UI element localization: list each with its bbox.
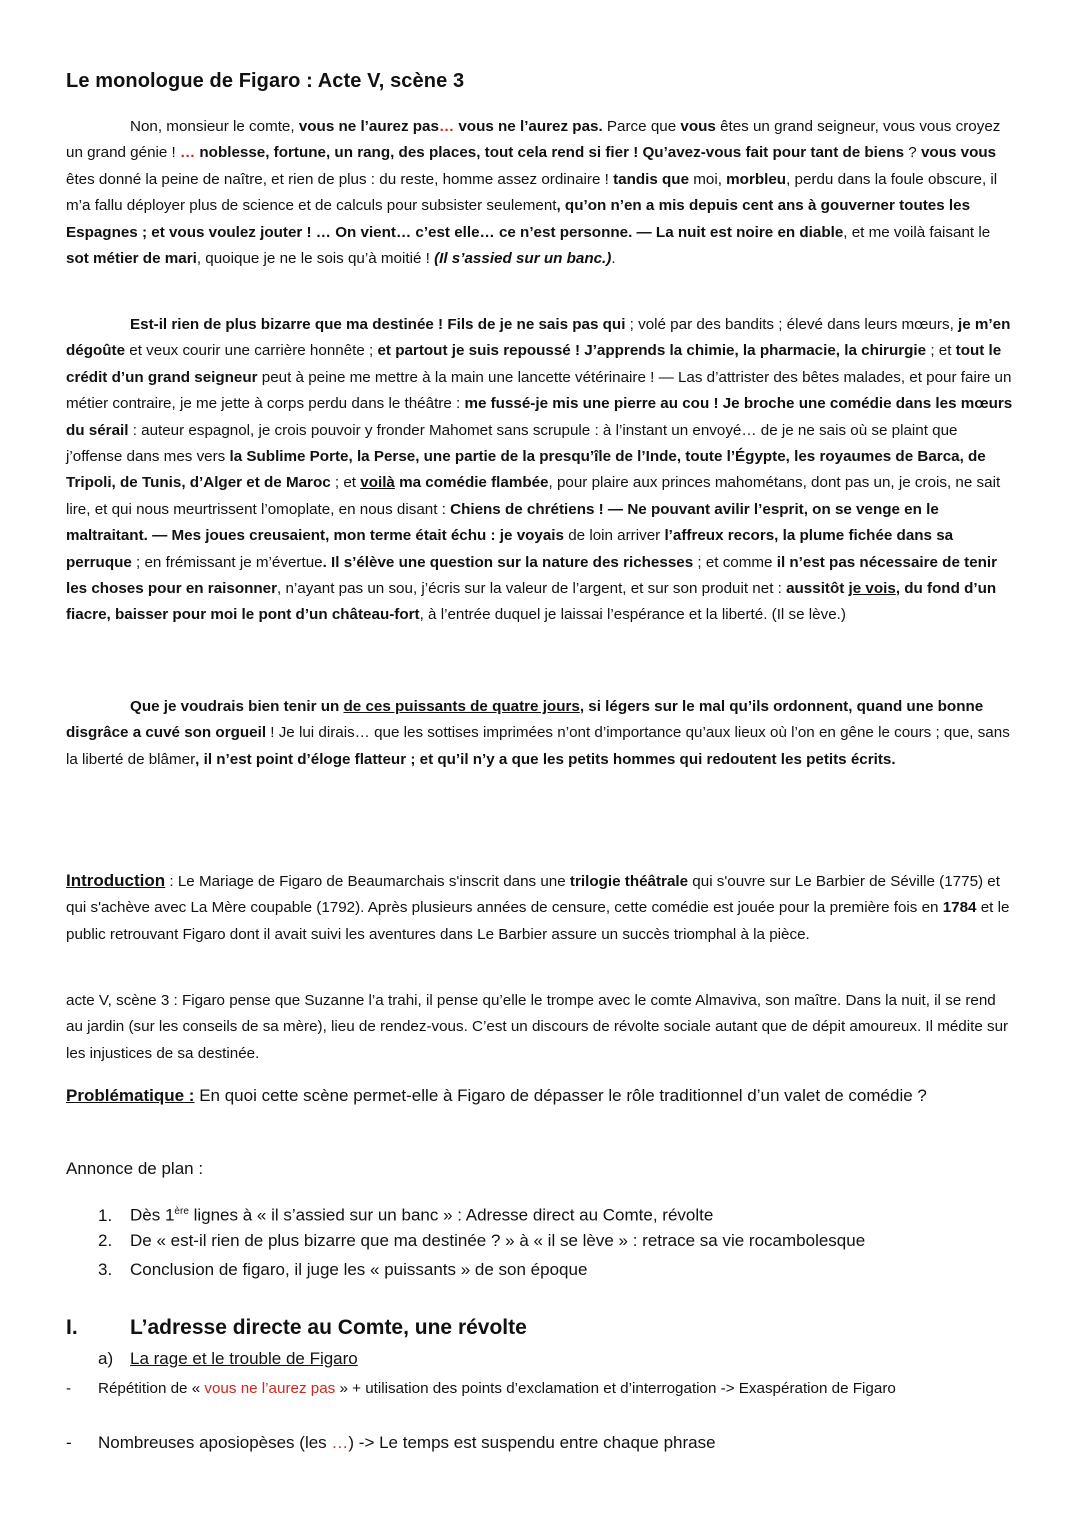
- text-span: voilà: [360, 474, 395, 492]
- text-span: ?: [904, 144, 921, 162]
- text-span: :: [165, 873, 178, 890]
- text-span: , si légers sur le mal qu’ils ordonnent, quand une bonne disgrâce a cuvé son orgueil: [66, 698, 984, 742]
- text-span: 1784: [942, 899, 977, 917]
- text-span: trilogie théâtrale: [569, 873, 689, 890]
- text-span: noblesse, fortune, un rang, des places, tout cela rend si fier ! Qu’avez-vous fait pour tant de biens: [195, 144, 905, 162]
- text-span: , pour plaire aux princes mahométans, dont pas un, je crois, ne sait lire, et qui nous meurtrissent l’omoplate, en nous disant :: [66, 474, 1001, 518]
- list-item: [66, 1376, 1014, 1402]
- text-span: Parce que: [602, 118, 681, 135]
- list-number: 3.: [98, 1260, 113, 1279]
- text-span: tandis que: [613, 170, 690, 188]
- problematique-label: Problématique :: [66, 1086, 195, 1105]
- section-heading: [66, 1316, 527, 1340]
- plan-item: [98, 1200, 713, 1228]
- text-span: Répétition de «: [98, 1380, 205, 1397]
- text-span: êtes un grand seigneur, vous vous croyez un grand génie !: [66, 118, 1001, 162]
- text-span: En quoi cette scène permet-elle à Figaro de dépasser le rôle traditionnel d’un valet de comédie ?: [194, 1086, 927, 1105]
- plan-item: [98, 1229, 865, 1253]
- text-span: qui s'ouvre sur Le Barbier de Séville (1775) et qui s'achève avec La Mère coupable (1792). Après plusieurs années de censure, cette comédie est jouée pour la première fois en: [66, 873, 1000, 917]
- text-span: êtes donné la peine de naître, et rien de plus : du reste, homme assez ordinaire !: [66, 170, 614, 188]
- problematique-paragraph: [66, 1082, 1014, 1110]
- text-span: je m’en dégoûte: [66, 316, 1011, 360]
- monologue-paragraph-1: [66, 114, 1014, 272]
- text-span: Nombreuses aposiopèses (les: [98, 1433, 332, 1452]
- text-span: Non, monsieur le comte,: [130, 118, 299, 135]
- monologue-paragraph-2: [66, 312, 1014, 629]
- text-span: et partout je suis repoussé ! J’apprends la chimie, la pharmacie, la chirurgie: [377, 342, 927, 360]
- text-span: Est-il rien de plus bizarre que ma destinée ! Fils de je ne sais pas qui: [130, 316, 626, 333]
- context-paragraph: acte V, scène 3 : Figaro pense que Suzanne l’a trahi, il pense qu’elle le trompe avec le comte Almaviva, son maître. Dans la nuit, il se rend au jardin (sur les conseils de sa mère), lieu de rendez-vous. C’est un discours de révolte sociale autant que de dépit amoureux. Il médite sur les injustices de sa destinée.: [66, 992, 1009, 1062]
- text-span: , quoique je ne le sois qu’à moitié !: [196, 250, 435, 268]
- highlight-text: vous ne l’aurez pas: [204, 1380, 336, 1397]
- text-span: ; et comme: [693, 553, 777, 571]
- text-span: : auteur espagnol, je crois pouvoir y fronder Mahomet sans scrupule : à l’instant un envoyé… de je ne sais où se plaint que j’offense dans mes vers: [66, 421, 958, 466]
- bullet-dash: -: [66, 1433, 72, 1452]
- text-span: aussitôt: [786, 580, 849, 598]
- text-span: , perdu dans la foule obscure, il m’a fallu déployer plus de science et de calculs pour subsister seulement: [66, 170, 998, 215]
- text-span: , qu’on n’en a mis depuis cent ans à gouverner toutes les Espagnes ; et vous voulez jouter ! … On vient… c’est elle… ce n’est personne. — La nuit est noire en diable: [66, 197, 971, 241]
- document-title: Le monologue de Figaro : Acte V, scène 3: [66, 70, 465, 92]
- text-span: Que je voudrais bien tenir un: [130, 698, 344, 715]
- text-span: lignes à « il s’assied sur un banc » : Adresse direct au Comte, révolte: [188, 1205, 714, 1225]
- text-span: ; et: [926, 342, 956, 360]
- list-item: [66, 1430, 1014, 1456]
- text-span: .: [611, 250, 616, 268]
- text-span: je vois: [848, 580, 896, 598]
- introduction-label: Introduction: [66, 871, 166, 890]
- subsection-number: a): [98, 1349, 114, 1368]
- text-span: vous vous: [920, 144, 997, 162]
- text-span: morbleu: [726, 170, 787, 188]
- text-span: moi,: [689, 170, 727, 188]
- list-number: 2.: [98, 1231, 113, 1250]
- text-span: , et me voilà faisant le: [843, 223, 991, 241]
- text-span: ; et: [330, 474, 361, 492]
- section-title: L’adresse directe au Comte, une révolte: [130, 1316, 527, 1339]
- text-span: ! Je lui dirais… que les sottises imprimées n’ont d’importance qu’aux lieux où l’on en gêne le cours ; que, sans la liberté de blâmer: [66, 724, 1010, 768]
- bullet-dash: -: [66, 1380, 72, 1397]
- text-span: et veux courir une carrière honnête ;: [125, 342, 378, 360]
- text-span: Conclusion de figaro, il juge les « puissants » de son époque: [130, 1260, 588, 1279]
- stage-direction: (Il s’assied sur un banc.): [434, 250, 612, 268]
- highlight-text: …: [331, 1433, 349, 1452]
- text-span: peut à peine me mettre à la main une lancette vétérinaire ! — Las d’attrister des bêtes malades, et pour faire un métier contraire, je me jette à corps perdu dans le théâtre :: [66, 368, 1012, 413]
- text-span: Dès 1: [130, 1205, 175, 1225]
- introduction-paragraph: [66, 868, 1014, 948]
- list-number: 1.: [98, 1205, 113, 1225]
- text-span: de ces puissants de quatre jours: [343, 698, 580, 715]
- subsection-title: La rage et le trouble de Figaro: [130, 1349, 358, 1368]
- text-span: . Il s’élève une question sur la nature des richesses: [322, 553, 694, 571]
- text-span: ; volé par des bandits ; élevé dans leurs mœurs,: [625, 316, 959, 333]
- text-span: il n’est pas nécessaire de tenir les choses pour en raisonner: [66, 553, 998, 598]
- text-span: , il n’est point d’éloge flatteur ; et qu’il n’y a que les petits hommes qui redoutent les petits écrits.: [195, 750, 896, 768]
- text-span: Chiens de chrétiens ! — Ne pouvant avilir l’esprit, on se venge en le maltraitant. — Mes joues creusaient, mon terme était échu : je voyais: [66, 500, 939, 545]
- superscript: ère: [174, 1206, 189, 1217]
- text-span: , à l’entrée duquel je laissai l’espérance et la liberté. (Il se lève.): [419, 606, 846, 624]
- text-span: ) -> Le temps est suspendu entre chaque phrase: [348, 1433, 716, 1452]
- text-span: , n’ayant pas un sou, j’écris sur la valeur de l’argent, et sur son produit net :: [277, 580, 787, 598]
- subsection-heading: [98, 1349, 358, 1369]
- text-span: De « est-il rien de plus bizarre que ma destinée ? » à « il se lève » : retrace sa vie rocambolesque: [130, 1231, 866, 1250]
- text-span: , du fond d’un fiacre, baisser pour moi le pont d’un château-fort: [66, 580, 997, 624]
- text-span: vous: [680, 118, 716, 135]
- plan-heading: Annonce de plan :: [66, 1159, 204, 1178]
- text-span: me fussé-je mis une pierre au cou ! Je broche une comédie dans les mœurs du sérail: [66, 395, 1013, 439]
- text-span: ma comédie flambée: [394, 474, 549, 492]
- monologue-paragraph-3: [66, 694, 1014, 773]
- text-span: …: [180, 144, 196, 162]
- text-span: Le Mariage de Figaro de Beaumarchais s'inscrit dans une: [177, 873, 570, 890]
- text-span: l’affreux recors, la plume fichée dans sa perruque: [66, 527, 954, 571]
- text-span: la Sublime Porte, la Perse, une partie de la presqu’île de l’Inde, toute l’Égypte, les royaumes de Barca, de Tripoli, de Tunis, d’Alger et de Maroc: [66, 448, 986, 492]
- text-span: tout le crédit d’un grand seigneur: [66, 342, 1002, 386]
- text-span: vous ne l’aurez pas.: [454, 118, 603, 135]
- section-number: I.: [66, 1316, 78, 1339]
- text-span: vous ne l’aurez pas: [298, 118, 439, 135]
- text-span: et le public retrouvant Figaro dont il avait suivi les aventures dans Le Barbier assure un succès triomphal à la pièce.: [66, 899, 1010, 943]
- plan-item: [98, 1258, 587, 1282]
- text-span: sot métier de mari: [66, 250, 197, 268]
- text-span: » + utilisation des points d’exclamation et d’interrogation -> Exaspération de Figaro: [335, 1380, 896, 1397]
- text-span: ; en frémissant je m’évertue: [131, 553, 323, 571]
- text-span: …: [438, 118, 455, 135]
- text-span: de loin arriver: [563, 527, 665, 545]
